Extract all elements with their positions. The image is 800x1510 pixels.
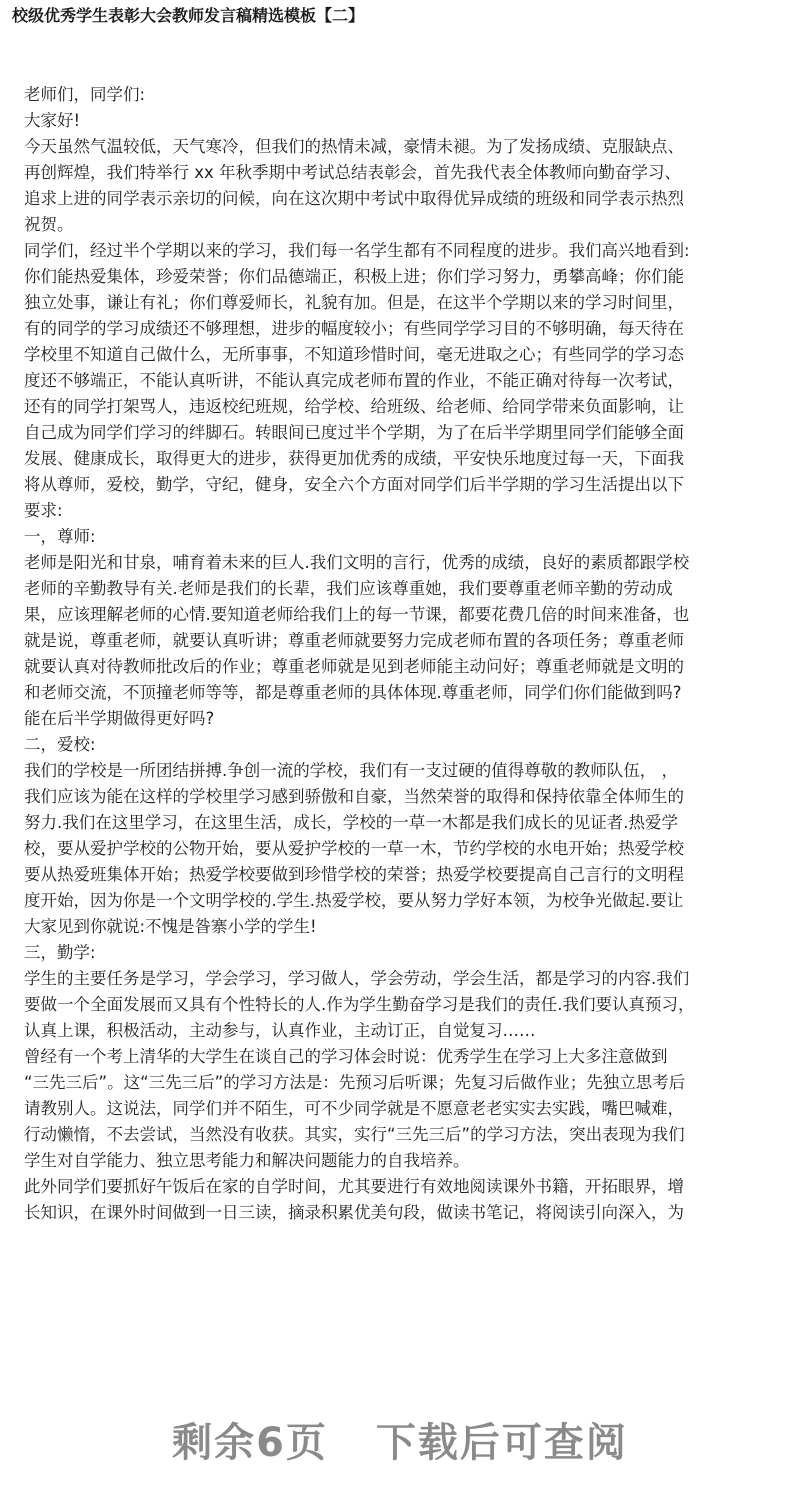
paragraph-line: 老师是阳光和甘泉，哺育着未来的巨人.我们文明的言行，优秀的成绩，良好的素质都跟学校	[24, 553, 690, 572]
paragraph-line: 度还不够端正，不能认真听讲，不能认真完成老师布置的作业，不能正确对待每一次考试，	[24, 371, 684, 390]
paragraph-line: 就是说，尊重老师，就要认真听讲；尊重老师就要努力完成老师布置的各项任务；尊重老师	[24, 631, 684, 650]
paragraph-line: 自己成为同学们学习的绊脚石。转眼间已度过半个学期，为了在后半学期里同学们能够全面	[24, 423, 684, 442]
paragraph-line: 和老师交流，不顶撞老师等等，都是尊重老师的具体体现.尊重老师，同学们你们能做到吗?	[24, 683, 682, 702]
document-title: 校级优秀学生表彰大会教师发言稿精选模板【二】	[12, 6, 365, 25]
paragraph-line: “三先三后”。这“三先三后”的学习方法是：先预习后听课；先复习后做作业；先独立思考后	[24, 1073, 686, 1092]
paragraph-line: 祝贺。	[24, 215, 74, 234]
paragraph-line: 老师们，同学们:	[24, 85, 146, 104]
paragraph-line: 要做一个全面发展而又具有个性特长的人.作为学生勤奋学习是我们的责任.我们要认真预习，	[24, 995, 695, 1014]
paragraph-line: 长知识，在课外时间做到一日三读，摘录积累优美句段，做读书笔记，将阅读引向深入，为	[24, 1203, 684, 1222]
paragraph-line: 校，要从爱护学校的公物开始，要从爱护学校的一草一木，节约学校的水电开始；热爱学校	[24, 839, 684, 858]
paragraph-line: 我们应该为能在这样的学校里学习感到骄傲和自豪，当然荣誉的取得和保持依靠全体师生的	[24, 787, 684, 806]
remaining-pages-label: 剩余6页	[172, 1420, 328, 1466]
paragraph-line: 努力.我们在这里学习，在这里生活，成长，学校的一草一木都是我们成长的见证者.热爱学	[24, 813, 678, 832]
paragraph-line: 学生的主要任务是学习，学会学习，学习做人，学会劳动，学会生活，都是学习的内容.我们	[24, 969, 690, 988]
document-body	[24, 82, 784, 1226]
paragraph-line: 将从尊师，爱校，勤学，守纪，健身，安全六个方面对同学们后半学期的学习生活提出以下	[24, 475, 684, 494]
paragraph-line: 认真上课，积极活动，主动参与，认真作业，主动订正，自觉复习……	[24, 1021, 536, 1040]
paragraph-line: 曾经有一个考上清华的大学生在谈自己的学习体会时说：优秀学生在学习上大多注意做到	[24, 1047, 668, 1066]
paragraph-line: 请教别人。这说法，同学们并不陌生，可不少同学就是不愿意老老实实去实践，嘴巴喊难，	[24, 1099, 684, 1118]
paragraph-line: 要求:	[24, 501, 63, 520]
paragraph-line: 你们能热爱集体，珍爱荣誉；你们品德端正，积极上进；你们学习努力，勇攀高峰；你们能	[24, 267, 684, 286]
paragraph-line: 要从热爱班集体开始；热爱学校要做到珍惜学校的荣誉；热爱学校要提高自己言行的文明程	[24, 865, 684, 884]
paragraph-line: 独立处事，谦让有礼；你们尊爱师长，礼貌有加。但是，在这半个学期以来的学习时间里，	[24, 293, 684, 312]
paragraph-line: 追求上进的同学表示亲切的问候，向在这次期中考试中取得优异成绩的班级和同学表示热烈	[24, 189, 684, 208]
paragraph-line: 今天虽然气温较低，天气寒冷，但我们的热情未减，豪情未褪。为了发扬成绩、克服缺点、	[24, 137, 684, 156]
download-banner[interactable]	[0, 1385, 800, 1485]
paragraph-line: 二，爱校:	[24, 735, 96, 754]
paragraph-line: 我们的学校是一所团结拼搏.争创一流的学校，我们有一支过硬的值得尊敬的教师队伍， ，	[24, 761, 678, 780]
paragraph-line: 能在后半学期做得更好吗?	[24, 709, 215, 728]
paragraph-line: 学生对自学能力、独立思考能力和解决问题能力的自我培养。	[24, 1151, 470, 1170]
paragraph-line: 同学们，经过半个学期以来的学习，我们每一名学生都有不同程度的进步。我们高兴地看到:	[24, 241, 690, 260]
paragraph-line: 再创辉煌，我们特举行 xx 年秋季期中考试总结表彰会，首先我代表全体教师向勤奋学习、	[24, 163, 682, 182]
paragraph-line: 度开始，因为你是一个文明学校的.学生.热爱学校，要从努力学好本领，为校争光做起.要让	[24, 891, 684, 910]
paragraph-line: 大家见到你就说:不愧是昝寨小学的学生!	[24, 917, 317, 936]
paragraph-line: 行动懒惰，不去尝试，当然没有收获。其实，实行“三先三后”的学习方法，突出表现为我们	[24, 1125, 685, 1144]
paragraph-line: 果，应该理解老师的心情.要知道老师给我们上的每一节课，都要花费几倍的时间来准备，也	[24, 605, 690, 624]
paragraph-line: 学校里不知道自己做什么，无所事事，不知道珍惜时间，毫无进取之心；有些同学的学习态	[24, 345, 684, 364]
paragraph-line: 就要认真对待教师批改后的作业；尊重老师就是见到老师能主动问好；尊重老师就是文明的	[24, 657, 684, 676]
download-hint-label: 下载后可查阅	[375, 1420, 628, 1466]
paragraph-line: 老师的辛勤教导有关.老师是我们的长辈，我们应该尊重她，我们要尊重老师辛勤的劳动成	[24, 579, 673, 598]
paragraph-line: 大家好!	[24, 111, 81, 130]
paragraph-line: 一，尊师:	[24, 527, 96, 546]
paragraph-line: 三，勤学:	[24, 943, 96, 962]
download-banner-text[interactable]	[0, 1411, 800, 1468]
paragraph-line: 有的同学的学习成绩还不够理想，进步的幅度较小；有些同学学习目的不够明确，每天待在	[24, 319, 684, 338]
paragraph-line: 此外同学们要抓好午饭后在家的自学时间，尤其要进行有效地阅读课外书籍，开拓眼界，增	[24, 1177, 684, 1196]
paragraph-line: 发展、健康成长，取得更大的进步，获得更加优秀的成绩，平安快乐地度过每一天，下面我	[24, 449, 684, 468]
paragraph-line: 还有的同学打架骂人，违返校纪班规，给学校、给班级、给老师、给同学带来负面影响，让	[24, 397, 684, 416]
